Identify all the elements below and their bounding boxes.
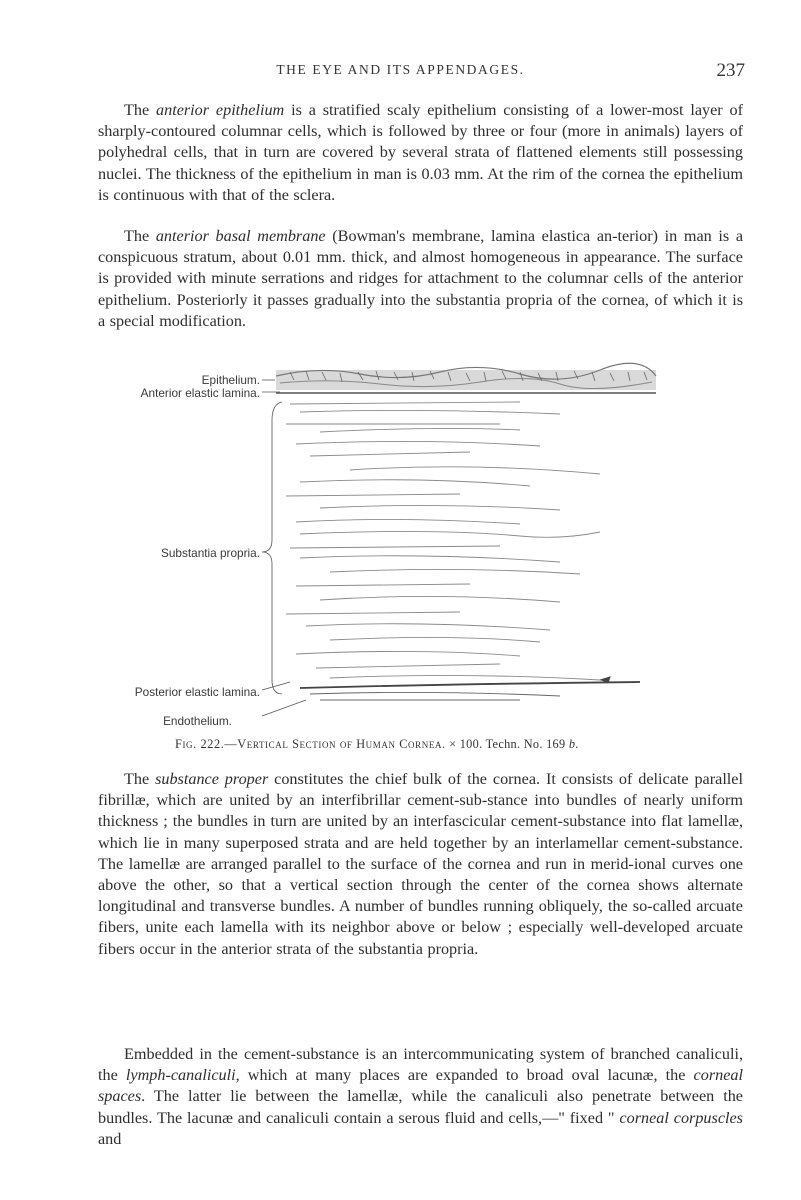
p2-text: (Bowman's membrane, lamina elastica an-terior) in man is a conspicuous stratum, about 0.01 mm. thick, and almost homogeneous in appearance. The surface is provided with minute serrations and ridges for attachment to the columnar cells of the anterior epithelium. Posteriorly it passes gradually into the substantia propria of the cornea, of which it is a special modification. (98, 227, 744, 330)
p4-before: Embedded in the cement-substance is an intercommunicating system of branched canaliculi, the (98, 1045, 743, 1085)
running-title: THE EYE AND ITS APPENDAGES. (276, 62, 525, 77)
p4-lead2: corneal spaces (98, 1066, 743, 1106)
caption-ref-prefix: Techn. No. 169 (485, 737, 569, 751)
figure-caption (175, 737, 735, 752)
paragraph-lymph-canaliculi (98, 1044, 743, 1150)
page-number: 237 (716, 60, 745, 81)
p3-text: constitutes the chief bulk of the cornea. It consists of delicate parallel fibrillæ, which are united by an interfibrillar cement-sub-stance into bundles of nearly uniform thickness ; the bundles in turn are united by an interfascicular cement-substance into flat lamellæ, which lie in many superposed strata and are held together by an interlamellar cement-substance. The lamellæ are arranged parallel to the surface of the cornea and run in merid-ional curves one above the other, so that a vertical section through the center of the cornea shows alternate longitudinal and transverse bundles. A number of bundles running obliquely, the so-called arcuate fibers, unite each lamella with its neighbor above or below ; especially well-developed arcuate fibers occur in the anterior strata of the substantia propria. (98, 770, 743, 958)
p1-before: The (124, 101, 157, 119)
epithelium-layer (276, 363, 656, 390)
caption-fig-number: Fig. 222. (175, 737, 225, 751)
p3-before: The (124, 770, 156, 788)
p1-text: is a stratified scaly epithelium consisting of a lower-most layer of sharply-contoured columnar cells, which is followed by three or four (more in animals) layers of polyhedral cells, that in turn are covered by several strata of flattened elements still possessing nuclei. The thickness of the epithelium in man is 0.03 mm. At the rim of the cornea the epithelium is continuous with that of the sclera. (98, 101, 744, 204)
p4-lead: lymph-canaliculi (125, 1066, 236, 1085)
p2-lead: anterior basal membrane (155, 227, 326, 245)
caption-magnification: × 100. (449, 737, 483, 751)
p4-text: . The latter lie between the lamellæ, while the canaliculi also penetrate between the bundles. The lacunæ and canaliculi contain a serous fluid and cells,—" fixed " (98, 1087, 743, 1127)
lamellae (286, 402, 600, 680)
endothelium-layer (310, 692, 560, 700)
caption-ref-end: . (575, 737, 579, 751)
p1-lead: anterior epithelium (156, 101, 285, 119)
label-substantia-propria: Substantia propria. (160, 546, 260, 560)
caption-title: —Vertical Section of Human Cornea. (224, 737, 446, 751)
p2-before: The (124, 227, 156, 245)
p4-lead3: corneal corpuscles (619, 1108, 743, 1127)
caption-ref-suffix: b (568, 737, 576, 751)
p3-lead: substance proper (155, 770, 269, 788)
paragraph-substance-proper (98, 769, 743, 960)
label-anterior-elastic-lamina: Anterior elastic lamina. (140, 386, 260, 400)
label-endothelium: Endothelium. (163, 714, 232, 728)
label-epithelium: Epithelium. (201, 373, 260, 387)
label-posterior-elastic-lamina: Posterior elastic lamina. (134, 685, 260, 699)
p4-after: and (98, 1129, 122, 1148)
posterior-lamina-line (300, 677, 640, 688)
p4-middle: , which at many places are expanded to broad oval lacunæ, the (235, 1066, 694, 1085)
